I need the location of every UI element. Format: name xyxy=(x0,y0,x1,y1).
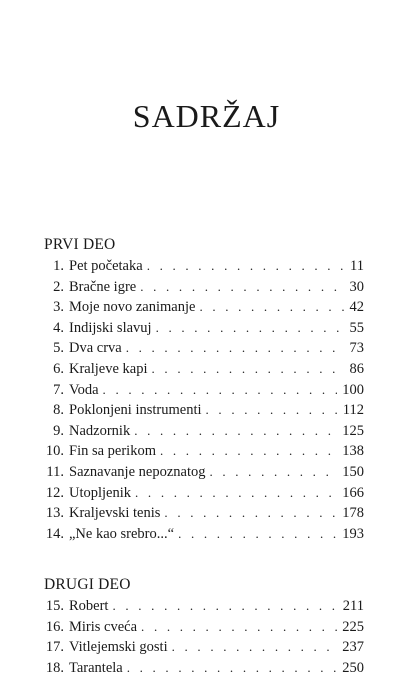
entry-page-number: 30 xyxy=(349,278,364,295)
entry-title: Indijski slavuj xyxy=(69,319,152,336)
toc-entry xyxy=(44,483,364,504)
entry-number: 1. xyxy=(53,258,64,274)
toc-entry xyxy=(44,462,364,483)
toc-entry xyxy=(44,318,364,339)
toc-entry xyxy=(44,338,364,359)
entry-number: 16. xyxy=(45,618,64,635)
entry-page-number: 86 xyxy=(349,360,364,377)
toc-entry xyxy=(44,400,364,421)
entry-list xyxy=(44,596,364,678)
entry-title: Voda xyxy=(69,381,99,398)
entry-number: 13. xyxy=(45,505,64,522)
entry-number: 14. xyxy=(45,525,64,542)
entry-page-number: 250 xyxy=(342,659,364,676)
toc-entry xyxy=(44,297,364,318)
toc-entry xyxy=(44,524,364,545)
entry-number: 9. xyxy=(53,422,64,439)
entry-title: Poklonjeni instrumenti xyxy=(69,402,202,419)
dot-leader xyxy=(126,338,345,359)
dot-leader xyxy=(199,297,344,318)
entry-number: 15. xyxy=(45,598,64,614)
entry-page-number: 138 xyxy=(342,443,364,460)
part-prvi-deo xyxy=(44,235,364,544)
entry-page-number: 55 xyxy=(349,319,364,336)
entry-number: 11. xyxy=(46,463,64,480)
entry-page-number: 150 xyxy=(342,463,364,480)
entry-number: 18. xyxy=(45,659,64,676)
entry-page-number: 178 xyxy=(342,505,364,522)
dot-leader xyxy=(112,596,337,617)
dot-leader xyxy=(164,503,337,524)
entry-page-number: 237 xyxy=(342,639,364,656)
entry-number: 10. xyxy=(45,443,64,460)
entry-title: Kraljevski tenis xyxy=(69,505,161,522)
part-heading: PRVI DEO xyxy=(44,236,116,253)
dot-leader xyxy=(152,359,345,380)
toc-entry xyxy=(44,421,364,442)
entry-number: 4. xyxy=(53,319,64,336)
entry-title: Bračne igre xyxy=(69,278,137,295)
dot-leader xyxy=(147,256,345,277)
toc-entry xyxy=(44,596,364,617)
entry-page-number: 42 xyxy=(349,299,364,316)
entry-page-number: 100 xyxy=(342,381,364,398)
entry-title: Tarantela xyxy=(69,659,123,676)
entry-title: Pet početaka xyxy=(69,258,143,274)
toc-entry xyxy=(44,617,364,638)
toc-entry xyxy=(44,658,364,679)
entry-title: Kraljeve kapi xyxy=(69,360,148,377)
entry-page-number: 225 xyxy=(342,618,364,635)
entry-number: 17. xyxy=(45,639,64,656)
entry-number: 3. xyxy=(53,299,64,316)
entry-title: Fin sa perikom xyxy=(69,443,156,460)
dot-leader xyxy=(160,441,337,462)
toc-entry xyxy=(44,256,364,277)
entry-title: Utopljenik xyxy=(69,484,132,501)
dot-leader xyxy=(156,318,345,339)
entry-title: „Ne kao srebro...“ xyxy=(69,525,175,542)
entry-title: Saznavanje nepoznatog xyxy=(69,463,206,480)
entry-list xyxy=(44,256,364,544)
part-drugi-deo xyxy=(44,575,364,678)
entry-number: 2. xyxy=(53,278,64,295)
entry-page-number: 73 xyxy=(349,340,364,357)
dot-leader xyxy=(172,637,338,658)
toc-entry xyxy=(44,380,364,401)
dot-leader xyxy=(140,277,344,298)
toc-entry xyxy=(44,441,364,462)
dot-leader xyxy=(134,421,337,442)
entry-page-number: 112 xyxy=(342,402,364,419)
entry-number: 6. xyxy=(53,360,64,377)
page-title: SADRŽAJ xyxy=(132,98,281,134)
dot-leader xyxy=(127,658,338,679)
dot-leader xyxy=(135,483,337,504)
toc-entry xyxy=(44,277,364,298)
entry-title: Nadzornik xyxy=(69,422,131,439)
toc-entry xyxy=(44,359,364,380)
entry-number: 5. xyxy=(53,340,64,357)
entry-page-number: 125 xyxy=(342,422,364,439)
entry-page-number: 193 xyxy=(342,525,364,542)
entry-page-number: 166 xyxy=(342,484,364,501)
dot-leader xyxy=(209,462,337,483)
toc-entry xyxy=(44,637,364,658)
entry-page-number: 11 xyxy=(350,258,364,274)
toc-entry xyxy=(44,503,364,524)
entry-title: Moje novo zanimanje xyxy=(69,299,196,316)
entry-number: 7. xyxy=(53,381,64,398)
entry-number: 8. xyxy=(53,402,64,419)
entry-page-number: 211 xyxy=(342,598,364,614)
dot-leader xyxy=(206,400,338,421)
entry-title: Vitlejemski gosti xyxy=(69,639,168,656)
part-heading: DRUGI DEO xyxy=(44,576,131,593)
entry-title: Dva crva xyxy=(69,340,122,357)
dot-leader xyxy=(178,524,337,545)
entry-number: 12. xyxy=(45,484,64,501)
dot-leader xyxy=(103,380,338,401)
dot-leader xyxy=(141,617,337,638)
entry-title: Robert xyxy=(69,598,109,614)
entry-title: Miris cveća xyxy=(69,618,138,635)
